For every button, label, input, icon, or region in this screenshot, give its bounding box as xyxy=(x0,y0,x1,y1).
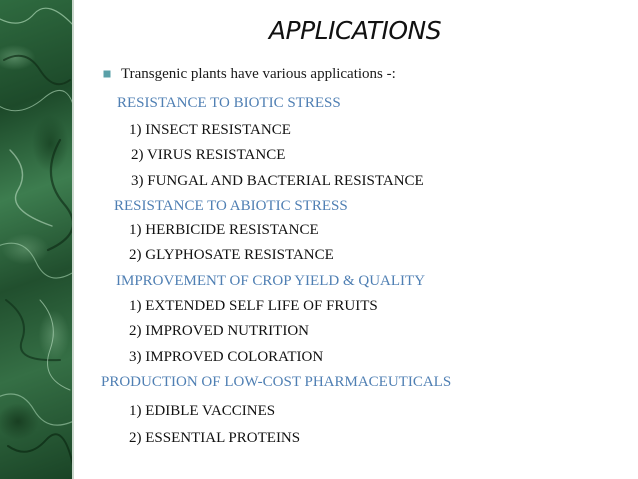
section-heading-pharmaceuticals: PRODUCTION OF LOW-COST PHARMACEUTICALS xyxy=(101,374,452,390)
sidebar-divider xyxy=(72,0,74,479)
list-item: 1) EXTENDED SELF LIFE OF FRUITS xyxy=(129,298,378,314)
list-item: 2) GLYPHOSATE RESISTANCE xyxy=(129,247,334,263)
section-heading-biotic: RESISTANCE TO BIOTIC STRESS xyxy=(117,95,341,111)
marble-veins xyxy=(0,0,72,479)
list-item: 2) VIRUS RESISTANCE xyxy=(131,147,286,163)
section-heading-abiotic: RESISTANCE TO ABIOTIC STRESS xyxy=(114,198,348,214)
teal-square-bullet-icon xyxy=(103,70,111,78)
slide-title: APPLICATIONS xyxy=(268,16,442,45)
list-item: 2) IMPROVED NUTRITION xyxy=(129,323,309,339)
list-item: 1) EDIBLE VACCINES xyxy=(129,403,276,419)
list-item: 3) FUNGAL AND BACTERIAL RESISTANCE xyxy=(131,173,424,189)
list-item: 3) IMPROVED COLORATION xyxy=(129,349,324,365)
list-item: 1) HERBICIDE RESISTANCE xyxy=(129,222,319,238)
intro-text: Transgenic plants have various applications -: xyxy=(121,66,396,82)
green-marble-sidebar xyxy=(0,0,72,479)
section-heading-crop-yield: IMPROVEMENT OF CROP YIELD & QUALITY xyxy=(116,273,426,289)
list-item: 1) INSECT RESISTANCE xyxy=(129,122,291,138)
list-item: 2) ESSENTIAL PROTEINS xyxy=(129,430,301,446)
